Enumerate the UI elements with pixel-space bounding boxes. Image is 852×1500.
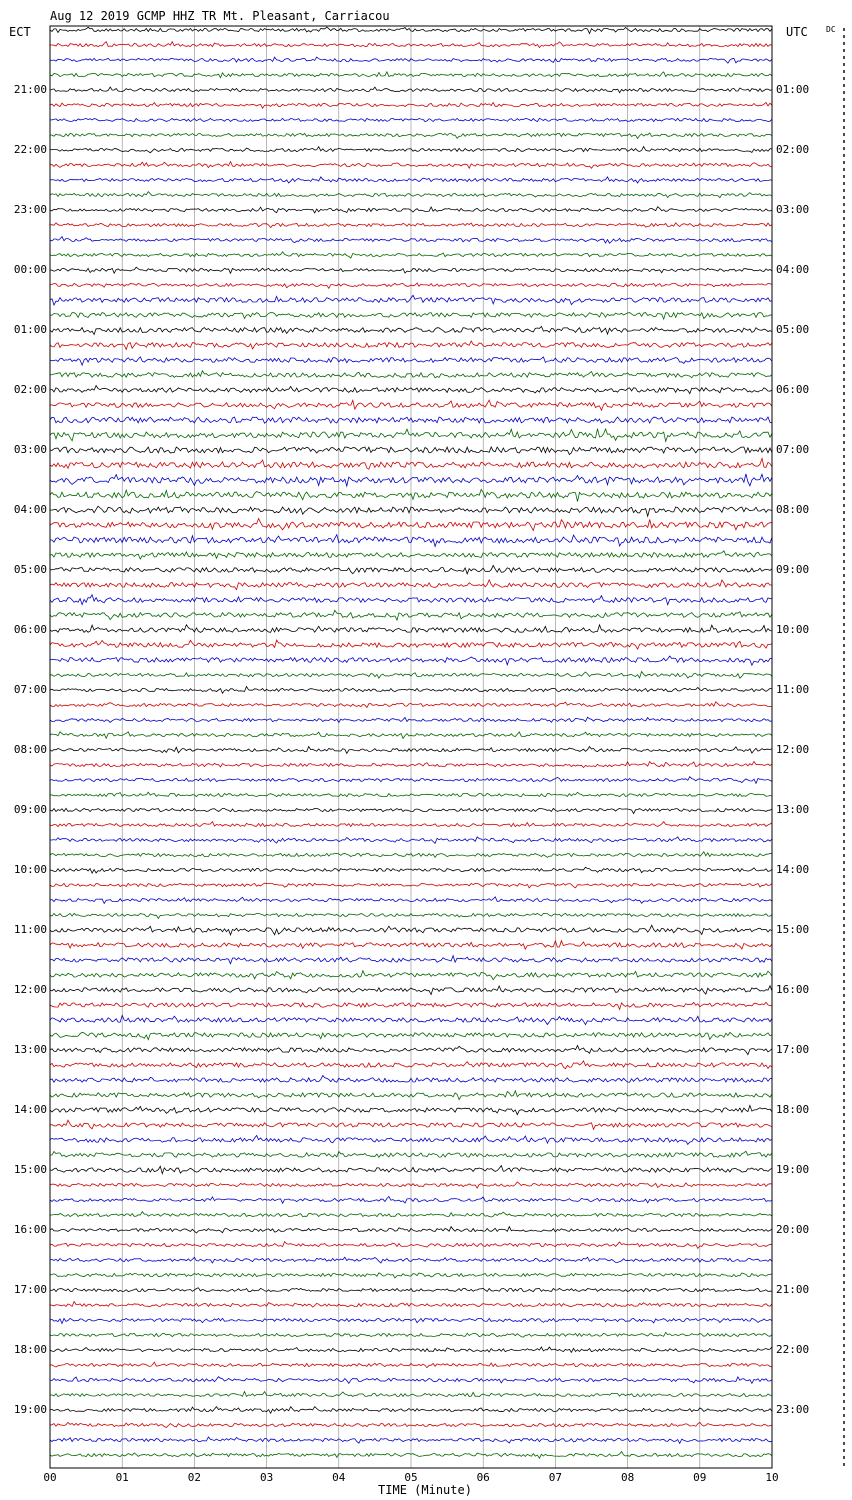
x-tick-06: 06 [476, 1471, 490, 1484]
ect-hour-label: 02:00 [13, 383, 47, 396]
utc-hour-label: 01:00 [776, 83, 810, 96]
ect-hour-label: 15:00 [13, 1163, 47, 1176]
x-tick-01: 01 [115, 1471, 129, 1484]
ect-hour-label: 23:00 [13, 203, 47, 216]
ect-hour-label: 01:00 [13, 323, 47, 336]
chart-title: Aug 12 2019 GCMP HHZ TR Mt. Pleasant, Carriacou [50, 9, 390, 23]
ect-hour-label: 13:00 [13, 1043, 47, 1056]
ect-hour-label: 22:00 [13, 143, 47, 156]
ect-hour-label: 18:00 [13, 1343, 47, 1356]
utc-hour-label: 20:00 [776, 1223, 810, 1236]
utc-hour-label: 15:00 [776, 923, 810, 936]
utc-hour-label: 22:00 [776, 1343, 810, 1356]
x-tick-09: 09 [693, 1471, 707, 1484]
utc-hour-label: 19:00 [776, 1163, 810, 1176]
x-tick-07: 07 [548, 1471, 563, 1484]
utc-hour-label: 10:00 [776, 623, 810, 636]
utc-hour-label: 09:00 [776, 563, 810, 576]
x-axis-label: TIME (Minute) [378, 1483, 472, 1497]
utc-hour-label: 04:00 [776, 263, 810, 276]
x-tick-02: 02 [187, 1471, 202, 1484]
x-tick-05: 05 [404, 1471, 418, 1484]
x-tick-03: 03 [259, 1471, 274, 1484]
utc-hour-label: 08:00 [776, 503, 810, 516]
ect-hour-label: 04:00 [13, 503, 47, 516]
utc-hour-label: 14:00 [776, 863, 810, 876]
utc-hour-label: 11:00 [776, 683, 810, 696]
utc-hour-label: 16:00 [776, 983, 810, 996]
dc-label: DC [826, 25, 836, 34]
ect-hour-label: 09:00 [13, 803, 47, 816]
utc-hour-label: 21:00 [776, 1283, 810, 1296]
utc-hour-label: 07:00 [776, 443, 810, 456]
minute-gridlines [122, 26, 700, 1468]
ect-hour-labels [14, 83, 47, 1416]
ect-hour-label: 16:00 [13, 1223, 47, 1236]
ect-hour-label: 11:00 [13, 923, 47, 936]
utc-hour-label: 02:00 [776, 143, 810, 156]
utc-hour-label: 23:00 [776, 1403, 810, 1416]
ect-hour-label: 10:00 [13, 863, 47, 876]
ect-hour-label: 00:00 [13, 263, 47, 276]
utc-hour-label: 12:00 [776, 743, 810, 756]
ect-hour-label: 06:00 [13, 623, 47, 636]
utc-hour-labels [776, 83, 809, 1416]
utc-label: UTC [786, 25, 808, 39]
ect-hour-label: 19:00 [13, 1403, 47, 1416]
x-tick-08: 08 [620, 1471, 635, 1484]
ect-hour-label: 03:00 [13, 443, 47, 456]
utc-hour-label: 06:00 [776, 383, 810, 396]
utc-hour-label: 13:00 [776, 803, 810, 816]
ect-hour-label: 17:00 [13, 1283, 47, 1296]
utc-hour-label: 18:00 [776, 1103, 810, 1116]
utc-hour-label: 03:00 [776, 203, 810, 216]
ect-hour-label: 21:00 [13, 83, 47, 96]
ect-hour-label: 12:00 [13, 983, 47, 996]
ect-hour-label: 14:00 [13, 1103, 47, 1116]
ect-hour-label: 07:00 [13, 683, 47, 696]
ect-hour-label: 05:00 [13, 563, 47, 576]
utc-hour-label: 17:00 [776, 1043, 810, 1056]
utc-hour-label: 05:00 [776, 323, 810, 336]
x-tick-10: 10 [765, 1471, 779, 1484]
x-tick-00: 00 [43, 1471, 57, 1484]
ect-hour-label: 08:00 [13, 743, 47, 756]
x-tick-04: 04 [332, 1471, 346, 1484]
ect-label: ECT [9, 25, 31, 39]
